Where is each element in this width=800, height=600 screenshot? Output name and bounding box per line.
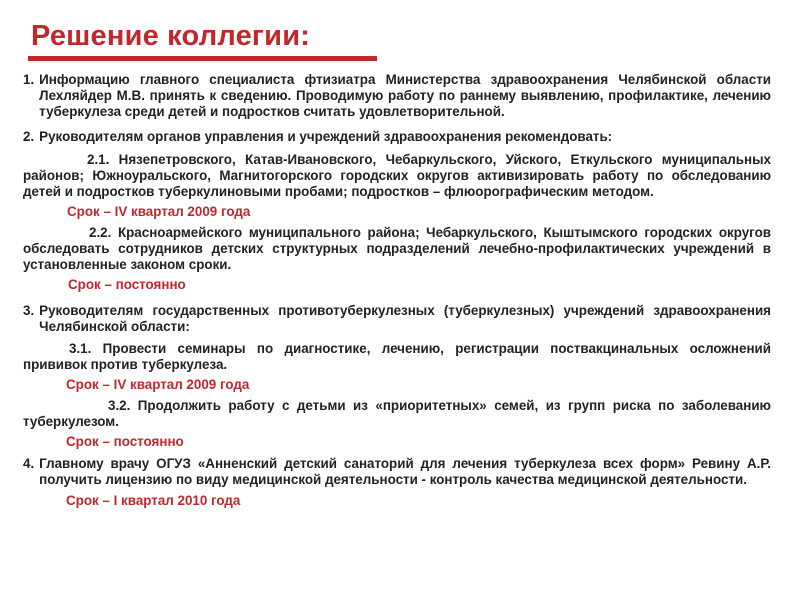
subitem-2-2: 2.2. Красноармейского муниципального района; Чебаркульского, Кыштымского городских округов обследовать сотрудников детских структурных подразделений лечебно-профилактических учреждений в установленные законом сроки. [23, 225, 771, 272]
item-text: Руководителям органов управления и учреждений здравоохранения рекомендовать: [39, 129, 613, 144]
decision-item-3 [23, 303, 771, 335]
title-underline [28, 56, 377, 61]
item-number: 3. [23, 303, 35, 318]
item-text: Главному врачу ОГУЗ «Анненский детский санаторий для лечения туберкулеза всех форм» Ревину А.Р. получить лицензию по виду медицинской деятельности - контроль качества медицинской деятельности. [39, 456, 771, 487]
deadline-3-2: Срок – постоянно [66, 434, 184, 449]
item-number: 4. [23, 456, 35, 471]
page-title: Решение коллегии: [31, 20, 311, 52]
deadline-2-2: Срок – постоянно [68, 277, 186, 292]
decision-item-1 [23, 72, 771, 120]
subitem-2-1: 2.1. Нязепетровского, Катав-Ивановского, Чебаркульского, Уйского, Еткульского муниципальных районов; Южноуральского, Магнитогорского городских округов активизировать работу по обследованию детей и подростков туберкулиновыми пробами; подростков – флюорографическим методом. [23, 152, 771, 199]
deadline-3-1: Срок – IV квартал 2009 года [66, 377, 250, 392]
subitem-3-2: 3.2. Продолжить работу с детьми из «приоритетных» семей, из групп риска по заболеванию туберкулезом. [23, 398, 771, 429]
item-number: 2. [23, 129, 35, 144]
subitem-3-1: 3.1. Провести семинары по диагностике, лечению, регистрации поствакцинальных осложнений прививок против туберкулеза. [23, 341, 771, 372]
deadline-2-1: Срок – IV квартал 2009 года [67, 204, 251, 219]
item-number: 1. [23, 72, 35, 87]
item-text: Информацию главного специалиста фтизиатра Министерства здравоохранения Челябинской области Лехляйдер М.В. принять к сведению. Проводимую работу по раннему выявлению, профилактике, лечению туберкулеза среди детей и подростков считать удовлетворительной. [39, 72, 771, 119]
decision-item-4 [23, 456, 771, 488]
decision-body [23, 72, 771, 514]
decision-item-2 [23, 129, 771, 145]
deadline-4: Срок – I квартал 2010 года [66, 493, 241, 508]
item-text: Руководителям государственных противотуберкулезных (туберкулезных) учреждений здравоохранения Челябинской области: [39, 303, 771, 334]
